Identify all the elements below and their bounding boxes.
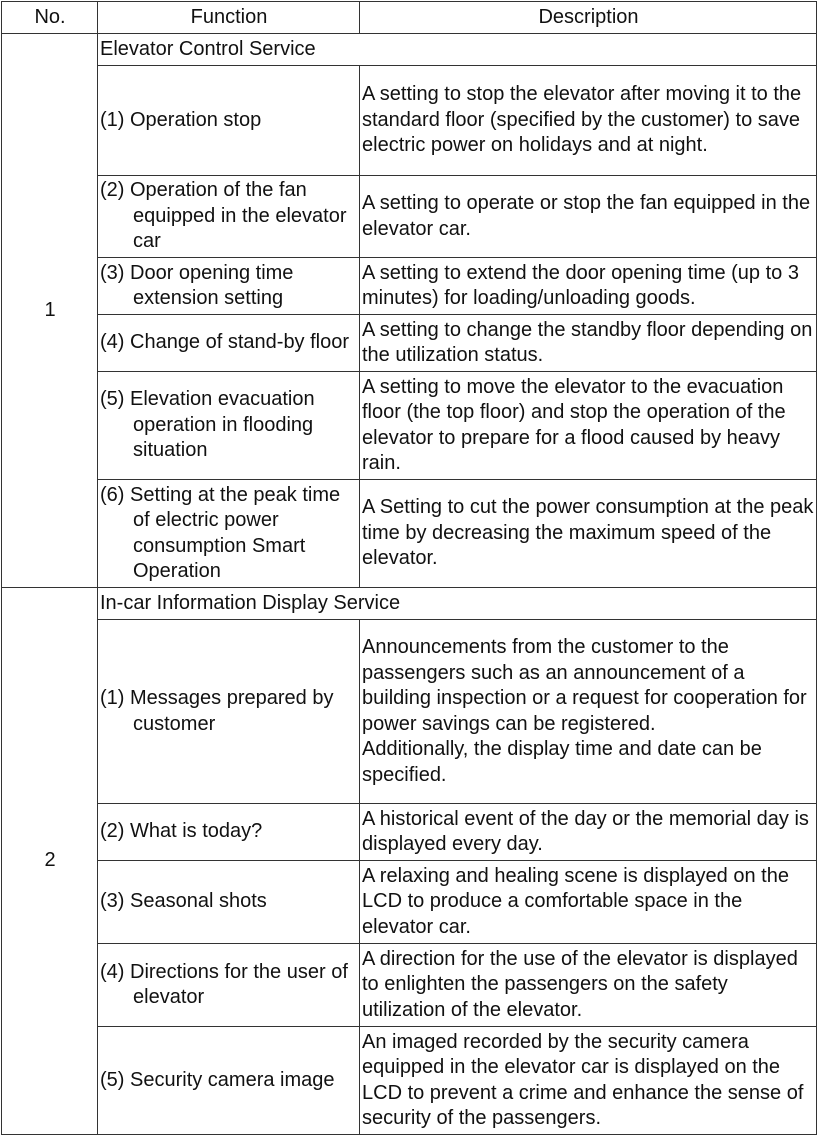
header-function: Function: [98, 2, 360, 34]
function-cell: (4) Change of stand-by floor: [98, 315, 360, 372]
function-cell: (5) Security camera image: [98, 1027, 360, 1135]
table-row: [2, 315, 817, 372]
group-number: 2: [2, 588, 98, 1135]
function-cell: (3) Seasonal shots: [98, 861, 360, 944]
group-title: Elevator Control Service: [98, 34, 817, 66]
description-cell: A setting to operate or stop the fan equipped in the elevator car.: [360, 176, 817, 258]
description-text: Announcements from the customer to the passengers such as an announcement of a building inspection or a request for cooperation for power savings can be registered.: [362, 636, 807, 735]
description-cell: A direction for the use of the elevator is displayed to enlighten the passengers on the safety utilization of the elevator.: [360, 944, 817, 1027]
group-title: In-car Information Display Service: [98, 588, 817, 620]
table-row: [2, 176, 817, 258]
services-table: [1, 1, 817, 1135]
description-cell: A setting to change the standby floor depending on the utilization status.: [360, 315, 817, 372]
description-cell: A setting to extend the door opening time (up to 3 minutes) for loading/unloading goods.: [360, 258, 817, 315]
header-row: [2, 2, 817, 34]
table-row: [2, 620, 817, 804]
function-cell: (5) Elevation evacuation operation in flooding situation: [98, 372, 360, 480]
header-description: Description: [360, 2, 817, 34]
function-cell: (2) What is today?: [98, 804, 360, 861]
table-row: [2, 944, 817, 1027]
description-cell: An imaged recorded by the security camera equipped in the elevator car is displayed on the LCD to prevent a crime and enhance the sense of security of the passengers.: [360, 1027, 817, 1135]
group-title-row: [2, 588, 817, 620]
function-cell: (3) Door opening time extension setting: [98, 258, 360, 315]
table-row: [2, 372, 817, 480]
table-row: [2, 1027, 817, 1135]
description-cell: A setting to move the elevator to the evacuation floor (the top floor) and stop the operation of the elevator to prepare for a flood caused by heavy rain.: [360, 372, 817, 480]
description-cell: A setting to stop the elevator after moving it to the standard floor (specified by the customer) to save electric power on holidays and at night.: [360, 66, 817, 176]
table-row: [2, 804, 817, 861]
description-cell: A historical event of the day or the memorial day is displayed every day.: [360, 804, 817, 861]
description-cell: A relaxing and healing scene is displayed on the LCD to produce a comfortable space in the elevator car.: [360, 861, 817, 944]
table-row: [2, 480, 817, 588]
function-cell: (1) Messages prepared by customer: [98, 620, 360, 804]
group-title-row: [2, 34, 817, 66]
table-row: [2, 861, 817, 944]
table-row: [2, 66, 817, 176]
group-number: 1: [2, 34, 98, 588]
description-cell: [360, 620, 817, 804]
header-no: No.: [2, 2, 98, 34]
table-row: [2, 258, 817, 315]
function-cell: (1) Operation stop: [98, 66, 360, 176]
description-note: Additionally, the display time and date can be specified.: [362, 738, 762, 786]
function-cell: (4) Directions for the user of elevator: [98, 944, 360, 1027]
function-cell: (6) Setting at the peak time of electric power consumption Smart Operation: [98, 480, 360, 588]
function-cell: (2) Operation of the fan equipped in the elevator car: [98, 176, 360, 258]
description-cell: A Setting to cut the power consumption at the peak time by decreasing the maximum speed of the elevator.: [360, 480, 817, 588]
